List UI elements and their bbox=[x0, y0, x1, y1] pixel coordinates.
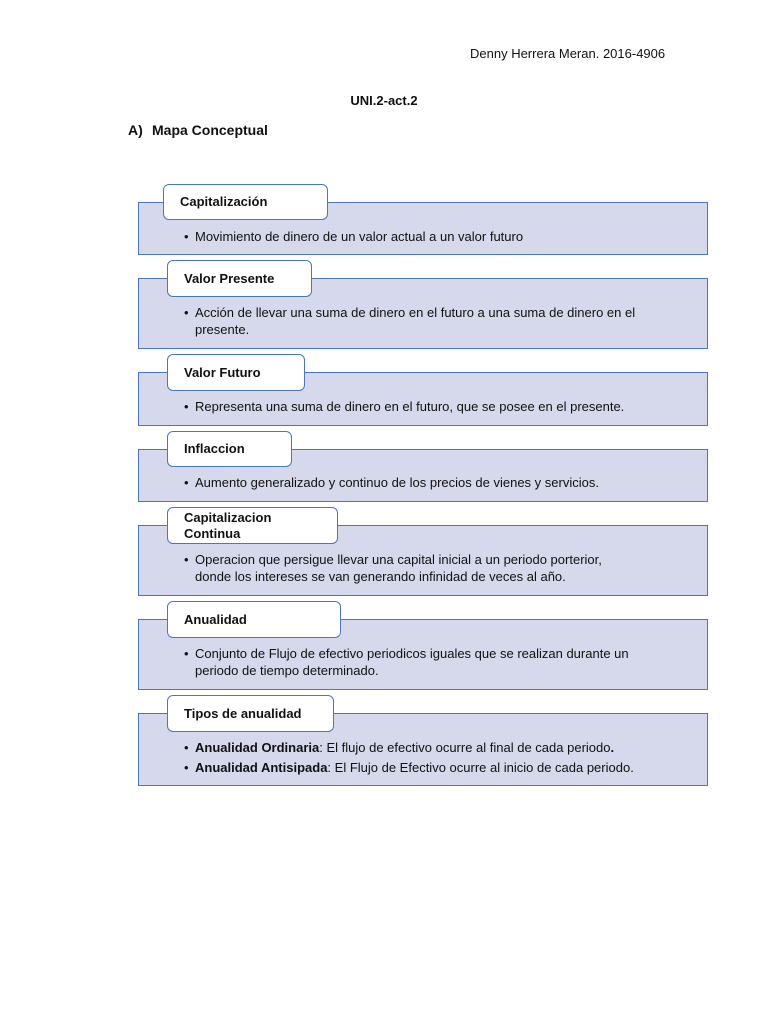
concept-bullet: • Anualidad Antisipada: El Flujo de Efectivo ocurre al inicio de cada periodo. bbox=[184, 760, 634, 775]
bullet-dot-icon: • bbox=[184, 229, 189, 244]
concept-bullet: • Operacion que persigue llevar una capital inicial a un periodo porterior, donde los intereses se van generando infinidad de veces al año. bbox=[184, 552, 602, 584]
author-line: Denny Herrera Meran. 2016-4906 bbox=[470, 46, 666, 61]
concept-capitalizacion-continua bbox=[138, 507, 710, 597]
bullet-dot-icon: • bbox=[184, 399, 189, 414]
section-title: Mapa Conceptual bbox=[152, 122, 268, 138]
document-title: UNI.2-act.2 bbox=[350, 93, 418, 108]
concept-bullet: • Movimiento de dinero de un valor actual a un valor futuro bbox=[184, 229, 524, 244]
concept-label: Anualidad bbox=[167, 601, 341, 638]
concept-label: Capitalización bbox=[163, 184, 328, 220]
concept-bullet: • Conjunto de Flujo de efectivo periodicos iguales que se realizan durante un periodo de tiempo determinado. bbox=[184, 646, 629, 678]
section-letter: A) bbox=[128, 122, 143, 138]
concept-label: Inflaccion bbox=[167, 431, 292, 467]
concept-inflaccion bbox=[138, 431, 710, 503]
bullet-dot-icon: • bbox=[184, 740, 189, 755]
bullet-dot-icon: • bbox=[184, 760, 189, 775]
concept-bullet: • Acción de llevar una suma de dinero en el futuro a una suma de dinero en el presente. bbox=[184, 305, 636, 337]
concept-valor-futuro bbox=[138, 354, 710, 427]
concept-valor-presente bbox=[138, 260, 710, 350]
bullet-dot-icon: • bbox=[184, 475, 189, 490]
concept-label: Valor Presente bbox=[167, 260, 312, 297]
concept-bullet: • Aumento generalizado y continuo de los precios de vienes y servicios. bbox=[184, 475, 599, 490]
concept-label: Tipos de anualidad bbox=[167, 695, 334, 732]
concept-label: Capitalizacion Continua bbox=[167, 507, 338, 544]
bullet-dot-icon: • bbox=[184, 552, 189, 567]
concept-bullet: • Representa una suma de dinero en el futuro, que se posee en el presente. bbox=[184, 399, 625, 414]
concept-label: Valor Futuro bbox=[167, 354, 305, 391]
concept-bullet: • Anualidad Ordinaria: El flujo de efectivo ocurre al final de cada periodo. bbox=[184, 740, 615, 755]
concept-capitalizacion bbox=[138, 184, 710, 256]
bullet-dot-icon: • bbox=[184, 305, 189, 320]
concept-anualidad bbox=[138, 601, 710, 691]
bullet-dot-icon: • bbox=[184, 646, 189, 661]
concept-tipos-de-anualidad bbox=[138, 695, 710, 787]
